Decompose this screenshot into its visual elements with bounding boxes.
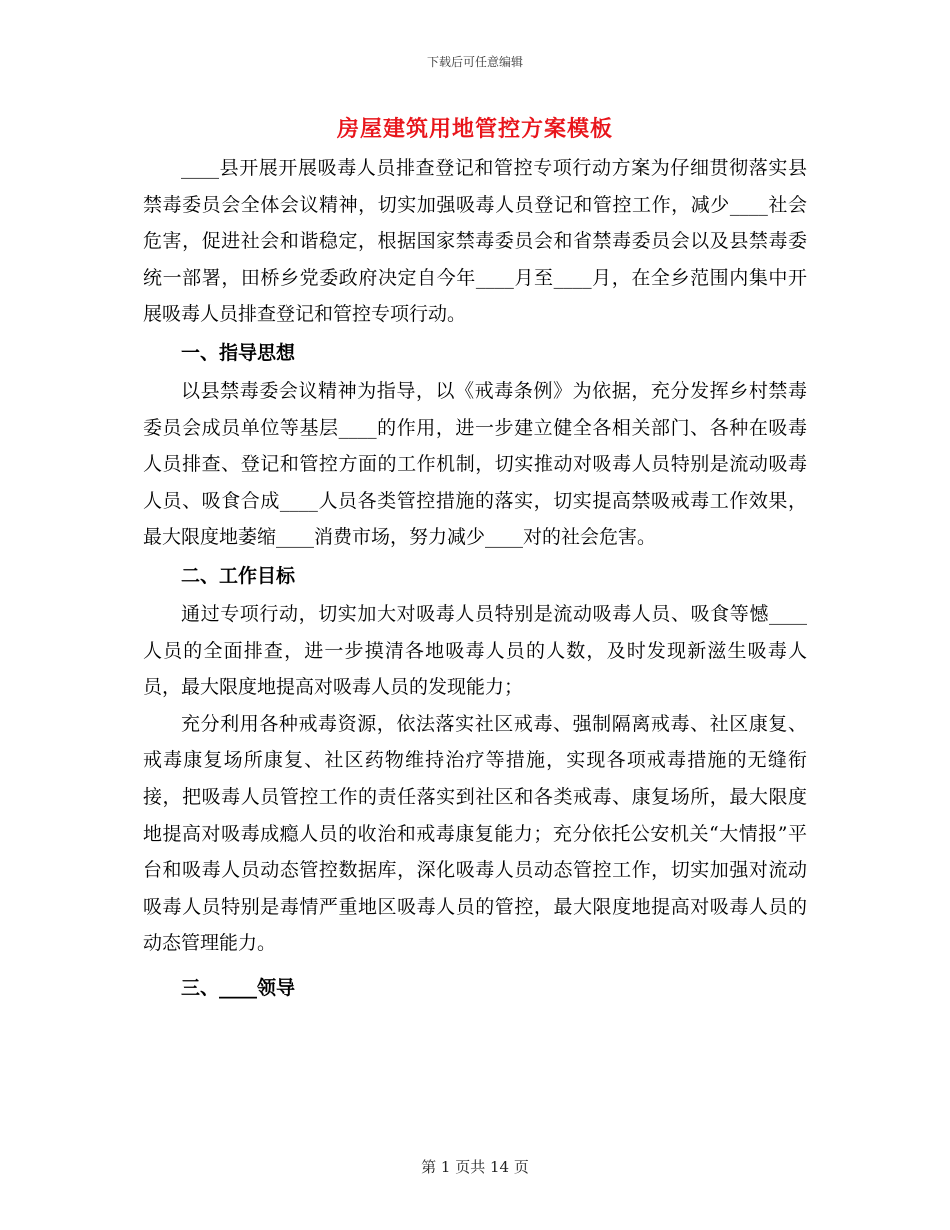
paragraph-intro: ____县开展开展吸毒人员排查登记和管控专项行动方案为仔细贯彻落实县禁毒委员会全体会议精神，切实加强吸毒人员登记和管控工作，减少____社会危害，促进社会和谐稳定，根据国家禁毒委员会和省禁毒委员会以及县禁毒委统一部署，田桥乡党委政府决定自今年____月至____月，在全乡范围内集中开展吸毒人员排查登记和管控专项行动。 bbox=[143, 157, 807, 326]
paragraph-work-goals-2: 充分利用各种戒毒资源，依法落实社区戒毒、强制隔离戒毒、社区康复、戒毒康复场所康复、社区药物维持治疗等措施，实现各项戒毒措施的无缝衔接，把吸毒人员管控工作的责任落实到社区和各类戒毒、康复场所，最大限度地提高对吸毒成瘾人员的收治和戒毒康复能力；充分依托公安机关“大情报”平台和吸毒人员动态管控数据库，深化吸毒人员动态管控工作，切实加强对流动吸毒人员特别是毒情严重地区吸毒人员的管控，最大限度地提高对吸毒人员的动态管理能力。 bbox=[143, 712, 807, 955]
page-header: 下载后可任意编辑 bbox=[426, 55, 523, 69]
document-title: 房屋建筑用地管控方案模板 bbox=[336, 116, 613, 142]
paragraph-work-goals-1: 通过专项行动，切实加大对吸毒人员特别是流动吸毒人员、吸食等憾____人员的全面排查，进一步摸清各地吸毒人员的人数，及时发现新滋生吸毒人员，最大限度地提高对吸毒人员的发现能力； bbox=[143, 602, 807, 699]
page-footer: 第 1 页共 14 页 bbox=[421, 1158, 529, 1176]
paragraph-guiding-ideology: 以县禁毒委会议精神为指导，以《戒毒条例》为依据，充分发挥乡村禁毒委员会成员单位等基层____的作用，进一步建立健全各相关部门、各种在吸毒人员排查、登记和管控方面的工作机制，切实推动对吸毒人员特别是流动吸毒人员、吸食合成____人员各类管控措施的落实，切实提高禁吸戒毒工作效果，最大限度地萎缩____消费市场，努力减少____对的社会危害。 bbox=[143, 379, 807, 549]
heading-guiding-ideology: 一、指导思想 bbox=[181, 341, 296, 364]
heading-work-goals: 二、工作目标 bbox=[181, 564, 296, 587]
heading-leadership: 三、____领导 bbox=[181, 976, 296, 999]
document-body bbox=[143, 150, 807, 1008]
